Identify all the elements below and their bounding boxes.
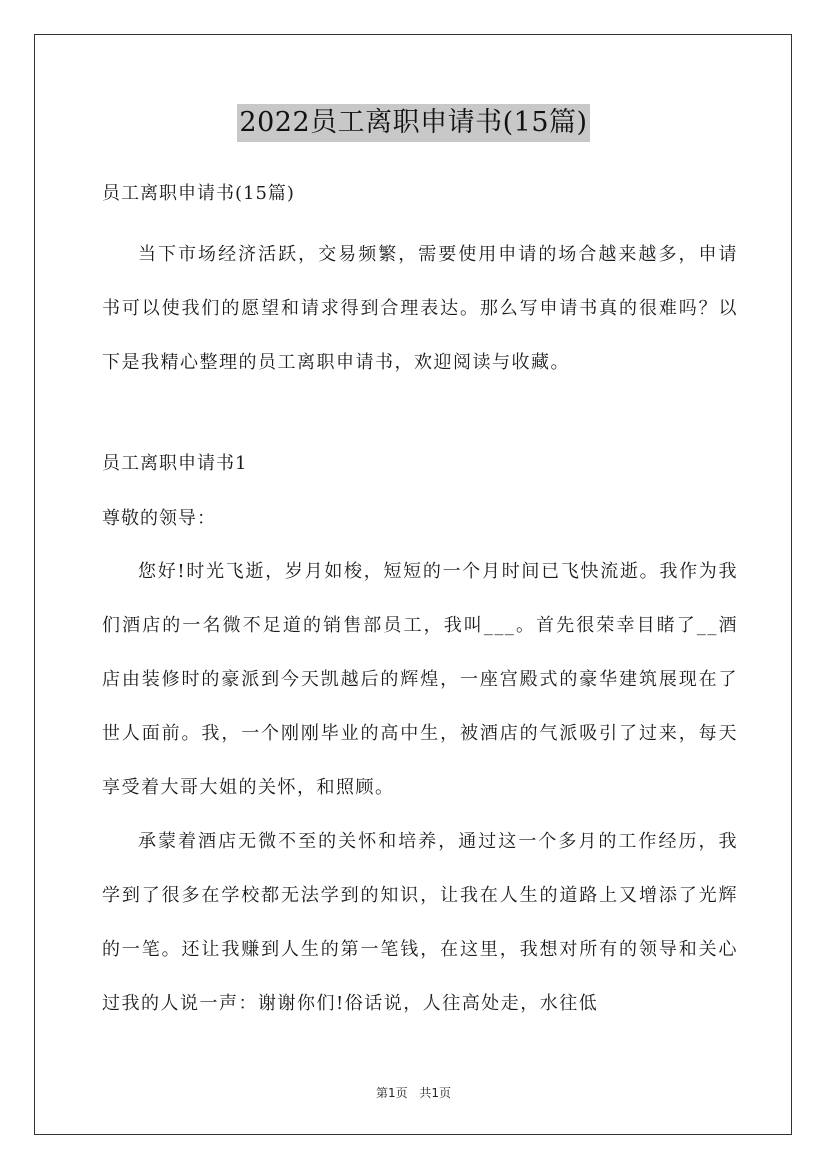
section-title: 员工离职申请书1 (102, 453, 248, 474)
intro-paragraph: 当下市场经济活跃，交易频繁，需要使用申请的场合越来越多，申请书可以使我们的愿望和请求得到合理表达。那么写申请书真的很难吗？以下是我精心整理的员工离职申请书，欢迎阅读与收藏。 (102, 244, 738, 373)
page-footer (0, 1084, 827, 1101)
page-total: 共1页 (419, 1086, 452, 1100)
title-container (0, 104, 827, 142)
document-title: 2022员工离职申请书(15篇) (237, 104, 589, 142)
body-paragraph-2: 承蒙着酒店无微不至的关怀和培养，通过这一个多月的工作经历，我学到了很多在学校都无法学到的知识，让我在人生的道路上又增添了光辉的一笔。还让我赚到人生的第一笔钱，在这里，我想对所有的领导和关心过我的人说一声：谢谢你们!俗话说，人往高处走，水往低 (102, 831, 738, 1014)
body-paragraph-1: 您好!时光飞逝，岁月如梭，短短的一个月时间已飞快流逝。我作为我们酒店的一名微不足道的销售部员工，我叫___。首先很荣幸目睹了__酒店由装修时的豪派到今天凯越后的辉煌，一座宫殿式的豪华建筑展现在了世人面前。我，一个刚刚毕业的高中生，被酒店的气派吸引了过来，每天享受着大哥大姐的关怀，和照顾。 (102, 561, 738, 798)
page-number: 第1页 (375, 1086, 408, 1100)
document-subtitle: 员工离职申请书(15篇) (102, 183, 295, 204)
salutation: 尊敬的领导： (102, 508, 216, 529)
